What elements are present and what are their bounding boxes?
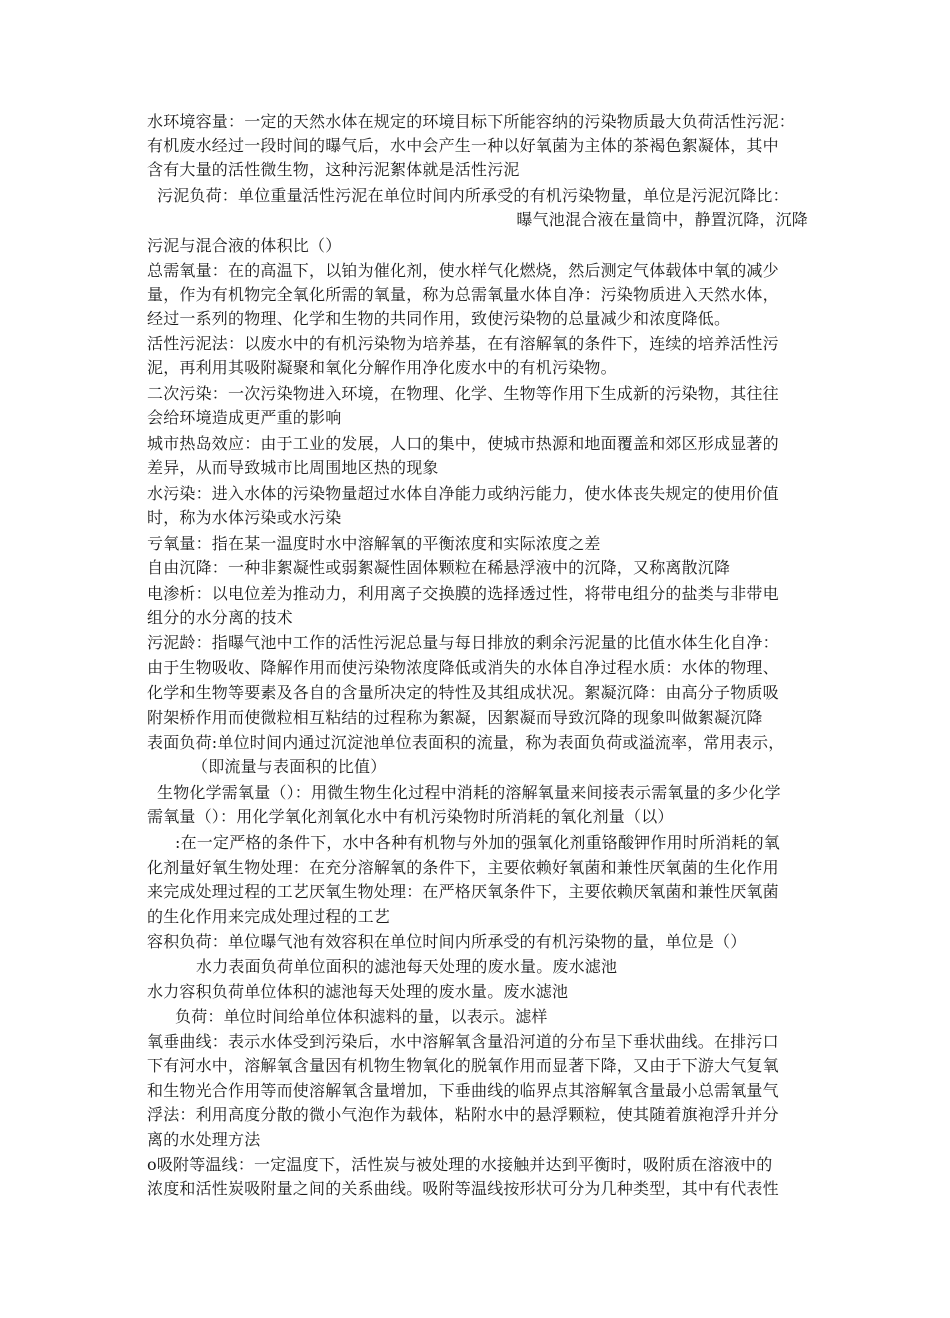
text-line: 总需氧量：在的高温下，以铂为催化剂，使水样气化燃烧，然后测定气体载体中氧的减少 bbox=[147, 261, 779, 280]
text-line: 量，作为有机物完全氧化所需的氧量，称为总需氧量水体自净：污染物质进入天然水体， bbox=[147, 285, 779, 304]
text-line: 经过一系列的物理、化学和生物的共同作用，致使污染物的总量减少和浓度降低。 bbox=[147, 309, 731, 328]
text-line: 附架桥作用而使微粒相互粘结的过程称为絮凝，因絮凝而导致沉降的现象叫做絮凝沉降 bbox=[147, 708, 763, 727]
text-line: 的生化作用来完成处理过程的工艺 bbox=[147, 907, 391, 926]
text-line: 离的水处理方法 bbox=[147, 1130, 261, 1149]
text-line: 来完成处理过程的工艺厌氧生物处理：在严格厌氧条件下，主要依赖厌氧菌和兼性厌氧菌 bbox=[147, 882, 779, 901]
text-line: 负荷：单位时间给单位体积滤料的量，以表示。滤样 bbox=[175, 1007, 548, 1026]
text-line: 泥，再利用其吸附凝聚和氧化分解作用净化废水中的有机污染物。 bbox=[147, 358, 617, 377]
text-line: 城市热岛效应：由于工业的发展，人口的集中，使城市热源和地面覆盖和郊区形成显著的 bbox=[147, 434, 779, 453]
text-line: 下有河水中，溶解氧含量因有机物生物氧化的脱氧作用而显著下降，又由于下游大气复氧 bbox=[147, 1056, 779, 1075]
text-line: :在一定严格的条件下，水中各种有机物与外加的强氧化剂重铬酸钾作用时所消耗的氧 bbox=[175, 833, 780, 852]
text-line: （即流量与表面积的比值） bbox=[192, 757, 387, 776]
text-line: 污泥龄：指曝气池中工作的活性污泥总量与每日排放的剩余污泥量的比值水体生化自净： bbox=[147, 633, 779, 652]
text-line: 水污染：进入水体的污染物量超过水体自净能力或纳污能力，使水体丧失规定的使用价值 bbox=[147, 484, 779, 503]
text-line: 水力表面负荷单位面积的滤池每天处理的废水量。废水滤池 bbox=[196, 957, 618, 976]
text-line: 污泥与混合液的体积比（） bbox=[147, 236, 342, 255]
text-line: 化剂量好氧生物处理：在充分溶解氧的条件下，主要依赖好氧菌和兼性厌氧菌的生化作用 bbox=[147, 858, 779, 877]
text-line: 曝气池混合液在量筒中，静置沉降，沉降 bbox=[516, 210, 808, 229]
text-line: 化学和生物等要素及各自的含量所决定的特性及其组成状况。絮凝沉降：由高分子物质吸 bbox=[147, 683, 779, 702]
text-line: 电渗析：以电位差为推动力，利用离子交换膜的选择透过性，将带电组分的盐类与非带电 bbox=[147, 584, 779, 603]
text-line: 二次污染：一次污染物进入环境，在物理、化学、生物等作用下生成新的污染物，其往往 bbox=[147, 384, 779, 403]
text-line: 氧垂曲线：表示水体受到污染后，水中溶解氧含量沿河道的分布呈下垂状曲线。在排污口 bbox=[147, 1032, 779, 1051]
text-line: 生物化学需氧量（）：用微生物生化过程中消耗的溶解氧量来间接表示需氧量的多少化学 bbox=[157, 783, 781, 802]
text-line: 浮法：利用高度分散的微小气泡作为载体，粘附水中的悬浮颗粒，使其随着旗袍浮升并分 bbox=[147, 1105, 779, 1124]
text-line: 活性污泥法：以废水中的有机污染物为培养基，在有溶解氧的条件下，连续的培养活性污 bbox=[147, 334, 779, 353]
text-line: 水力容积负荷单位体积的滤池每天处理的废水量。废水滤池 bbox=[147, 982, 569, 1001]
text-line: 表面负荷:单位时间内通过沉淀池单位表面积的流量，称为表面负荷或溢流率，常用表示， bbox=[147, 733, 785, 752]
text-line: 污泥负荷：单位重量活性污泥在单位时间内所承受的有机污染物量，单位是污泥沉降比： bbox=[157, 186, 789, 205]
text-line: 差异，从而导致城市比周围地区热的现象 bbox=[147, 458, 439, 477]
text-line: 时，称为水体污染或水污染 bbox=[147, 508, 342, 527]
text-line: 水环境容量：一定的天然水体在规定的环境目标下所能容纳的污染物质最大负荷活性污泥： bbox=[147, 112, 796, 131]
text-line: 浓度和活性炭吸附量之间的关系曲线。吸附等温线按形状可分为几种类型，其中有代表性 bbox=[147, 1179, 779, 1198]
text-line: 容积负荷：单位曝气池有效容积在单位时间内所承受的有机污染物的量，单位是（） bbox=[147, 932, 747, 951]
text-line: 需氧量（）：用化学氧化剂氧化水中有机污染物时所消耗的氧化剂量（以） bbox=[147, 807, 674, 826]
text-line: 含有大量的活性微生物，这种污泥絮体就是活性污泥 bbox=[147, 160, 520, 179]
text-line: 会给环境造成更严重的影响 bbox=[147, 408, 342, 427]
text-line: 和生物光合作用等而使溶解氧含量增加，下垂曲线的临界点其溶解氧含量最小总需氧量气 bbox=[147, 1081, 779, 1100]
text-line: 自由沉降：一种非絮凝性或弱絮凝性固体颗粒在稀悬浮液中的沉降，又称离散沉降 bbox=[147, 558, 731, 577]
text-line: 由于生物吸收、降解作用而使污染物浓度降低或消失的水体自净过程水质：水体的物理、 bbox=[147, 658, 779, 677]
text-line: o吸附等温线：一定温度下，活性炭与被处理的水接触并达到平衡时，吸附质在溶液中的 bbox=[147, 1155, 773, 1174]
text-line: 组分的水分离的技术 bbox=[147, 608, 293, 627]
text-line: 有机废水经过一段时间的曝气后，水中会产生一种以好氧菌为主体的茶褐色絮凝体，其中 bbox=[147, 136, 779, 155]
text-line: 亏氧量：指在某一温度时水中溶解氧的平衡浓度和实际浓度之差 bbox=[147, 534, 601, 553]
